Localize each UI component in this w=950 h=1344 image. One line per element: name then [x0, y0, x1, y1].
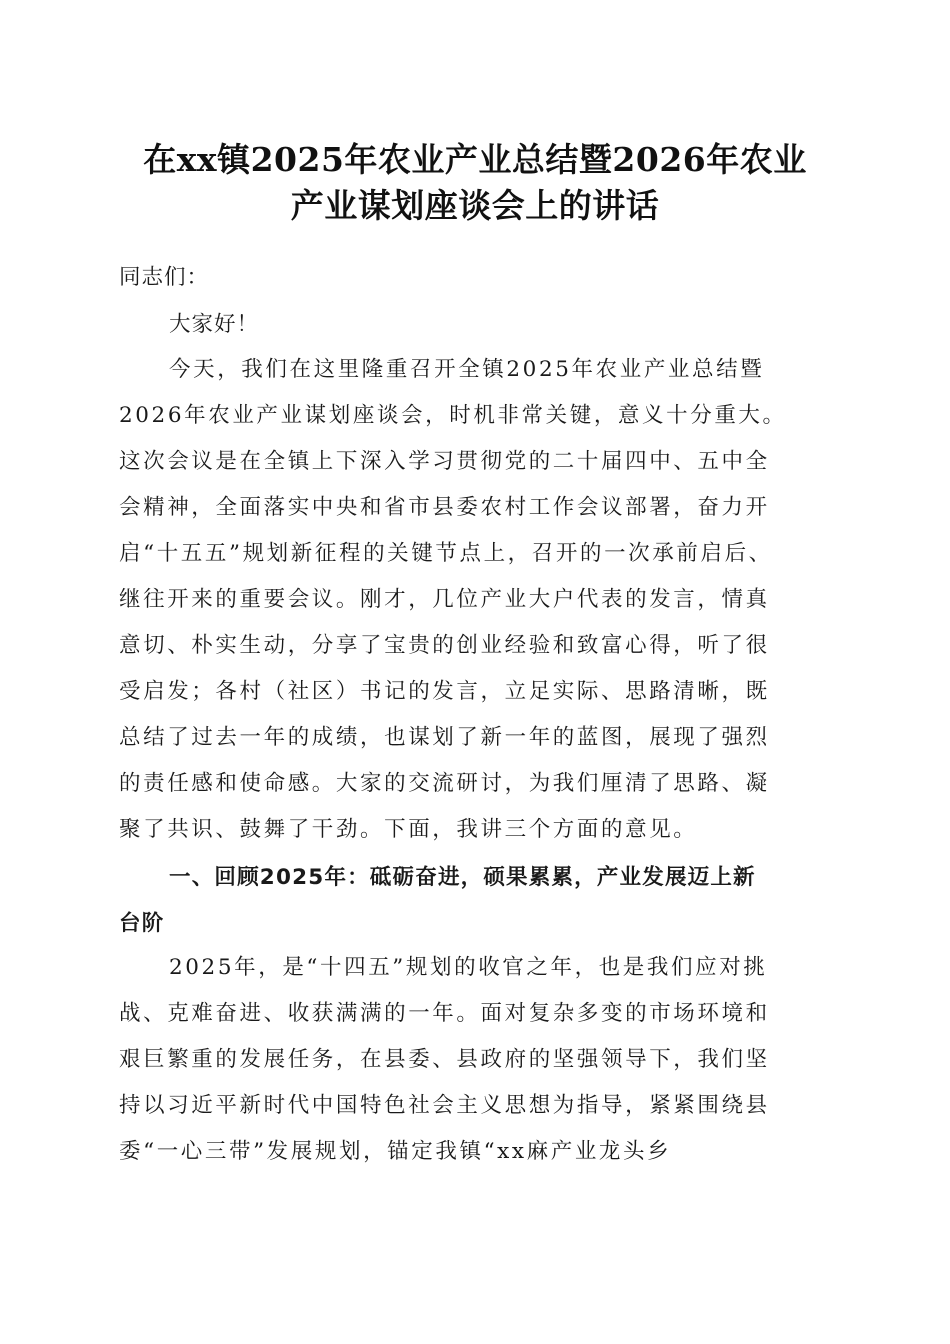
section-heading-1 — [119, 855, 831, 947]
paragraph-line: 2025年，是“十四五”规划的收官之年，也是我们应对挑 — [169, 955, 768, 980]
paragraph-line: 持以习近平新时代中国特色社会主义思想为指导，紧紧围绕县 — [119, 1093, 770, 1118]
paragraph-line: 委“一心三带”发展规划，锚定我镇“xx麻产业龙头乡 — [119, 1139, 672, 1164]
paragraph-line: 艰巨繁重的发展任务，在县委、县政府的坚强领导下，我们坚 — [119, 1047, 770, 1072]
document-title-line-2: 产业谋划座谈会上的讲话 — [290, 186, 660, 225]
paragraph-line: 启“十五五”规划新征程的关键节点上，召开的一次承前启后、 — [119, 541, 773, 566]
paragraph-line: 今天，我们在这里隆重召开全镇2025年农业产业总结暨 — [169, 357, 765, 382]
paragraph-review-2025 — [119, 945, 831, 1175]
salutation: 同志们： — [119, 265, 210, 290]
paragraph-line: 会精神，全面落实中央和省市县委农村工作会议部署，奋力开 — [119, 495, 770, 520]
greeting: 大家好！ — [169, 312, 260, 337]
paragraph-line: 聚了共识、鼓舞了干劲。下面，我讲三个方面的意见。 — [119, 817, 698, 842]
paragraph-line: 受启发；各村（社区）书记的发言，立足实际、思路清晰，既 — [119, 679, 770, 704]
paragraph-line: 的责任感和使命感。大家的交流研讨，为我们厘清了思路、凝 — [119, 771, 770, 796]
heading-line: 台阶 — [119, 911, 165, 936]
document-title-line-1: 在xx镇2025年农业产业总结暨2026年农业 — [143, 140, 807, 179]
heading-line: 一、回顾2025年：砥砺奋进，硕果累累，产业发展迈上新 — [169, 865, 756, 890]
paragraph-line: 总结了过去一年的成绩，也谋划了新一年的蓝图，展现了强烈 — [119, 725, 770, 750]
paragraph-line: 意切、朴实生动，分享了宝贵的创业经验和致富心得，听了很 — [119, 633, 770, 658]
paragraph-line: 2026年农业产业谋划座谈会，时机非常关键，意义十分重大。 — [119, 403, 787, 428]
paragraph-opening — [119, 347, 831, 853]
paragraph-line: 这次会议是在全镇上下深入学习贯彻党的二十届四中、五中全 — [119, 449, 770, 474]
paragraph-line: 继往开来的重要会议。刚才，几位产业大户代表的发言，情真 — [119, 587, 770, 612]
paragraph-line: 战、克难奋进、收获满满的一年。面对复杂多变的市场环境和 — [119, 1001, 770, 1026]
